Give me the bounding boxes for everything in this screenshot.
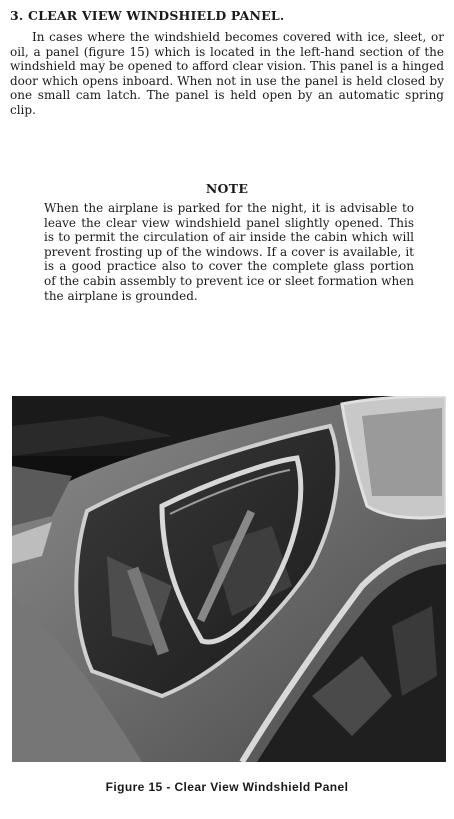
note-title: NOTE	[205, 181, 249, 196]
section-body-paragraph: In cases where the windshield becomes covered with ice, sleet, or oil, a panel (figure 15) which is located in the left-hand section of the windshield may be opened to afford clear vision. This panel is a hinged door which opens inboard. When not in use the panel is held closed by one small cam latch. The panel is held open by an automatic spring clip.	[10, 30, 444, 117]
section-heading: 3. CLEAR VIEW WINDSHIELD PANEL.	[10, 8, 285, 23]
figure-caption: Figure 15 - Clear View Windshield Panel	[105, 780, 349, 794]
windshield-photo	[12, 396, 446, 762]
note-body-paragraph: When the airplane is parked for the night, it is advisable to leave the clear view windshield panel slightly opened. This is to permit the circulation of air inside the cabin which will prevent frosting up of the windows. If a cover is available, it is a good practice also to cover the complete glass portion of the cabin assembly to prevent ice or sleet formation when the airplane is grounded.	[44, 201, 414, 303]
windshield-photo-illustration	[12, 396, 446, 762]
